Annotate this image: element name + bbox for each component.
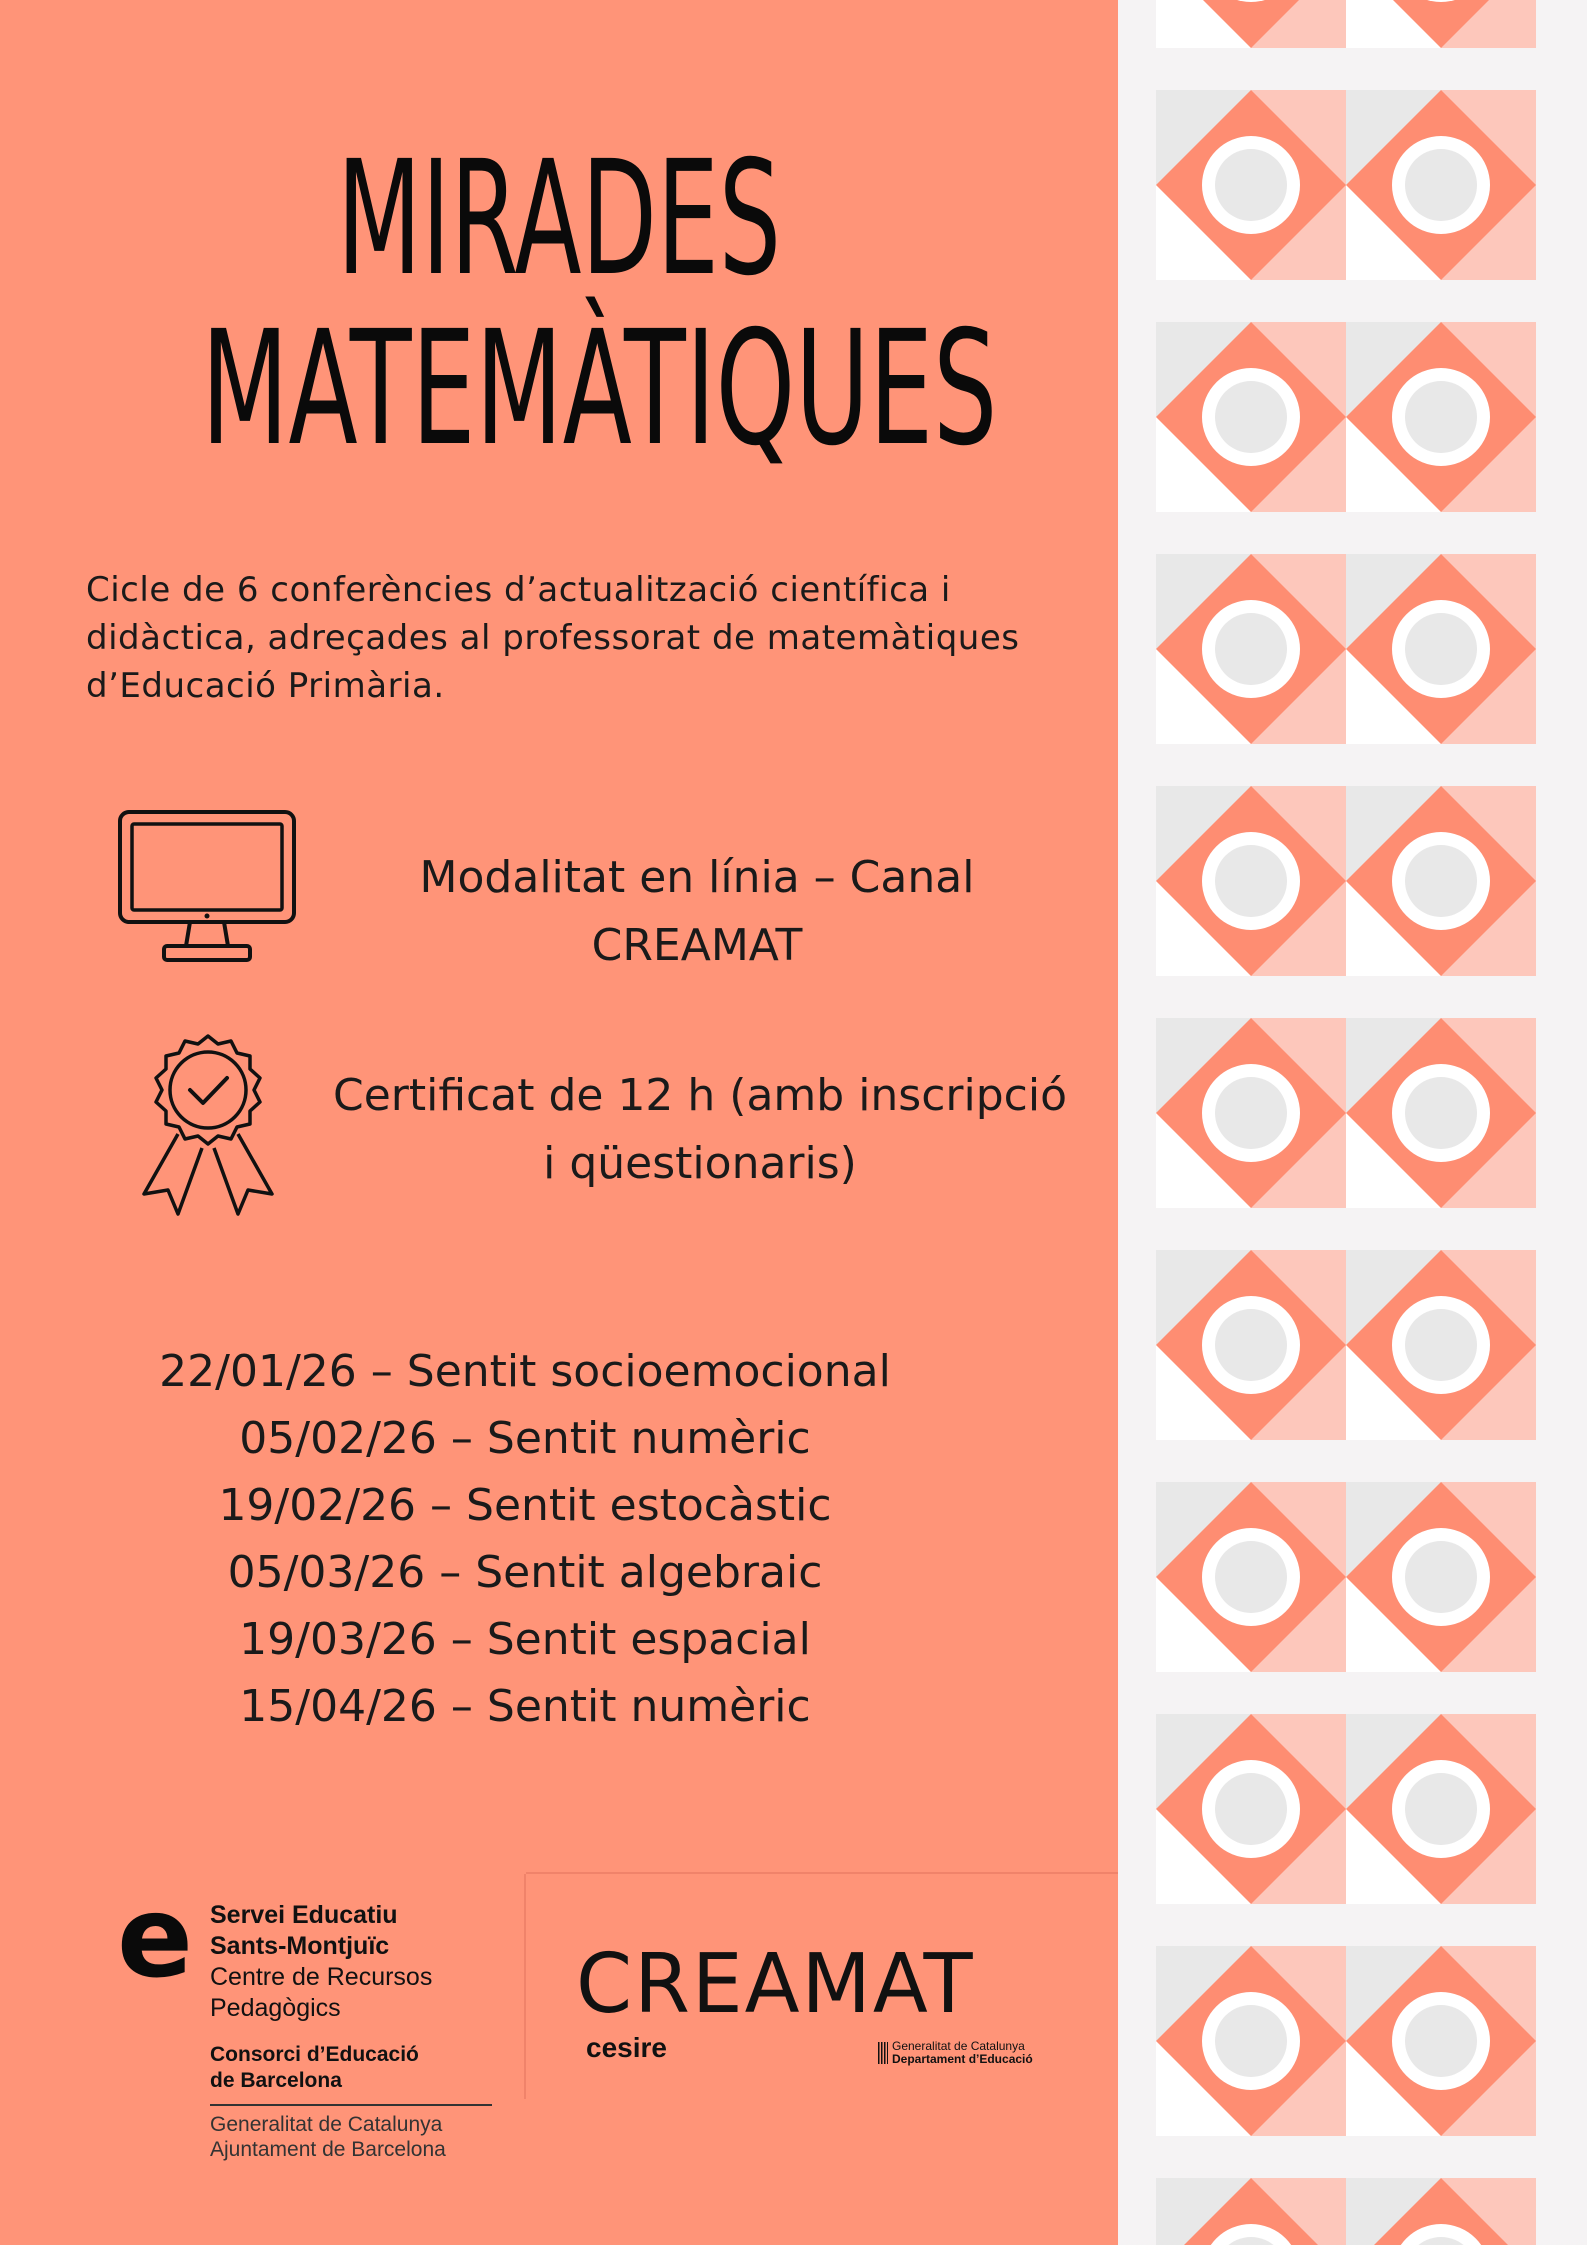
pattern-tile [1346,554,1536,744]
title-line-2: MATEMÀTIQUES [201,297,998,481]
pattern-tile [1156,1946,1346,2136]
intro-line-2: didàctica, adreçades al professorat de matemàtiques [86,618,1020,658]
seb-line-1: Servei Educatiu [210,1901,398,1929]
gencat-line-2: Departament d’Educació [892,2052,1033,2066]
seb-divider [210,2104,492,2106]
feature-online-line-2: CREAMAT [591,920,803,971]
pattern-tile [1346,1018,1536,1208]
certificate-badge-icon [138,1030,278,1220]
feature-online-line-1: Modalitat en línia – Canal [419,852,975,903]
pattern-tile [1156,1018,1346,1208]
cesire-label: cesire [586,2032,667,2063]
feature-certificate-line-1: Certificat de 12 h (amb inscripció [332,1070,1067,1121]
session-item: 22/01/26 – Sentit socioemocional [159,1346,891,1397]
pattern-tile [1346,786,1536,976]
geometric-pattern [1156,0,1540,2245]
intro-line-1: Cicle de 6 conferències d’actualització científica i [86,570,951,610]
title-line-1: MIRADES [336,127,782,311]
session-item: 15/04/26 – Sentit numèric [239,1681,811,1732]
institution-line-1: Generalitat de Catalunya [210,2113,443,2136]
svg-text:e: e [117,1896,193,1988]
pattern-tile [1156,786,1346,976]
session-item: 19/03/26 – Sentit espacial [239,1614,811,1665]
gencat-label [892,2040,1033,2066]
pattern-tile [1346,1714,1536,1904]
consorci-line-1: Consorci d’Educació [210,2043,419,2066]
pattern-tile [1346,0,1536,48]
institutions [210,2112,446,2162]
pattern-tile [1156,322,1346,512]
intro-line-3: d’Educació Primària. [86,666,445,706]
pattern-tile [1346,90,1536,280]
seb-e-logo-icon [112,1896,198,1988]
pattern-tile [1346,1250,1536,1440]
pattern-tile [1156,90,1346,280]
monitor-icon [116,808,298,964]
pattern-tile [1346,322,1536,512]
seb-name [210,1900,432,2024]
pattern-tile [1156,2178,1346,2245]
logo-divider-vertical [524,1874,526,2099]
pattern-tile [1156,1250,1346,1440]
pattern-tile [1156,1482,1346,1672]
seb-line-2: Sants-Montjuïc [210,1932,390,1960]
consorci-line-2: de Barcelona [210,2069,342,2092]
feature-certificate-line-2: i qüestionaris) [543,1138,857,1189]
gencat-flag-icon [878,2042,888,2064]
pattern-tile [1156,554,1346,744]
session-item: 05/02/26 – Sentit numèric [239,1413,811,1464]
intro-text [86,566,1066,710]
session-item: 05/03/26 – Sentit algebraic [227,1547,823,1598]
creamat-wordmark: CREAMAT [576,1937,975,2032]
pattern-tile [1346,1946,1536,2136]
creamat-logo [576,1937,1046,2066]
seb-logo [112,1896,492,2161]
gencat-line-1: Generalitat de Catalunya [892,2039,1025,2053]
pattern-tile [1346,1482,1536,1672]
pattern-tile [1156,1714,1346,1904]
seb-line-4: Pedagògics [210,1994,341,2022]
consorci-name [210,2042,419,2094]
institution-line-2: Ajuntament de Barcelona [210,2138,446,2161]
sessions-list [150,1338,900,1740]
feature-online [392,844,1002,980]
seb-line-3: Centre de Recursos [210,1963,433,1991]
feature-certificate [300,1062,1100,1198]
logo-divider-top [526,1872,1118,1874]
pattern-tile [1156,0,1346,48]
session-item: 19/02/26 – Sentit estocàstic [218,1480,832,1531]
pattern-tile [1346,2178,1536,2245]
